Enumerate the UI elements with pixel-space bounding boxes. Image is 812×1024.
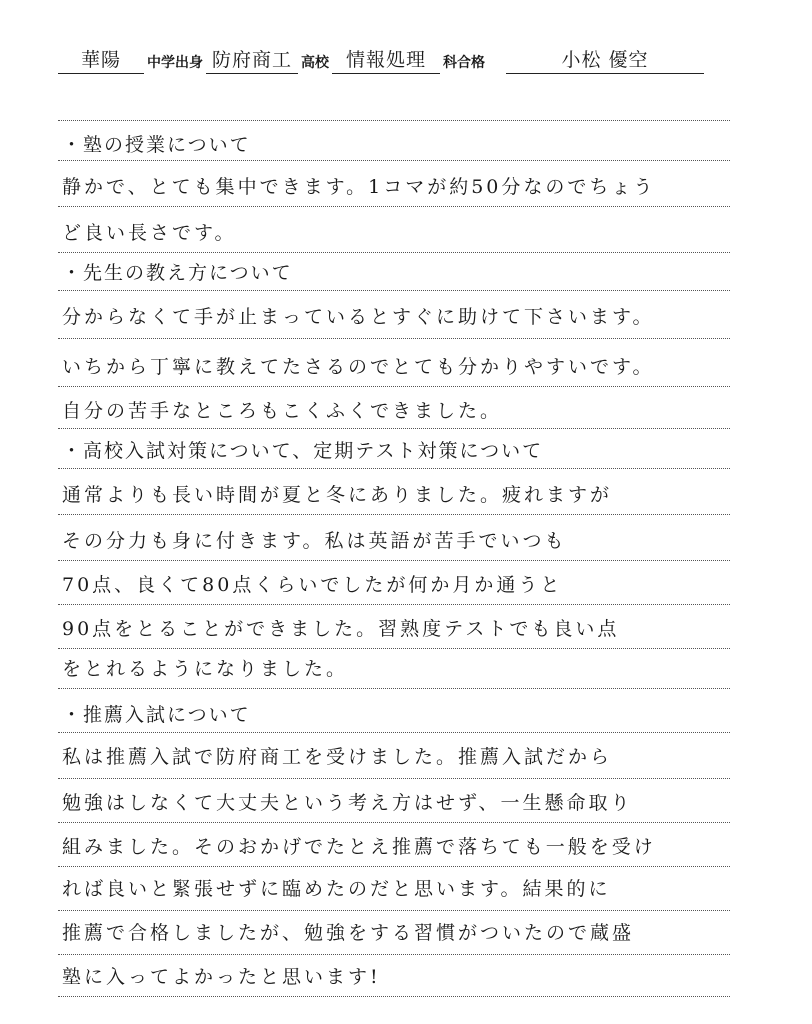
student-name: 小松 優空 (506, 45, 704, 74)
header-line (58, 38, 738, 74)
ruled-line (58, 648, 730, 649)
text-line: ・高校入試対策について、定期テスト対策について (62, 440, 544, 462)
ruled-line (58, 338, 730, 339)
text-line: 組みました。そのおかげでたとえ推薦で落ちても一般を受け (62, 836, 656, 858)
ruled-line (58, 954, 730, 955)
text-line: ・先生の教え方について (62, 262, 293, 284)
text-line: ・推薦入試について (62, 704, 251, 726)
ruled-line (58, 514, 730, 515)
ruled-line (58, 910, 730, 911)
course-name: 情報処理 (332, 45, 440, 74)
course-label: 科合格 (443, 55, 485, 71)
ruled-line (58, 468, 730, 469)
junior-high-label: 中学出身 (147, 55, 203, 71)
ruled-line (58, 688, 730, 689)
text-line: 推薦で合格しましたが、勉強をする習慣がついたので蔵盛 (62, 922, 635, 944)
ruled-line (58, 252, 730, 253)
text-line: 90点をとることができました。習熟度テストでも良い点 (62, 618, 620, 640)
high-school-label: 高校 (301, 55, 329, 71)
text-line: いちから丁寧に教えてたさるのでとても分かりやすいです。 (62, 356, 655, 378)
text-line: 私は推薦入試で防府商工を受けました。推薦入試だから (62, 746, 613, 768)
text-line: れば良いと緊張せずに臨めたのだと思います。結果的に (62, 878, 611, 900)
text-line: その分力も身に付きます。私は英語が苦手でいつも (62, 530, 567, 552)
ruled-line (58, 560, 730, 561)
text-line: 自分の苦手なところもこくふくできました。 (62, 400, 503, 422)
text-line: 勉強はしなくて大丈夫という考え方はせず、一生懸命取り (62, 792, 633, 814)
ruled-line (58, 866, 730, 867)
ruled-line (58, 120, 730, 121)
junior-high-name: 華陽 (58, 45, 144, 74)
ruled-line (58, 604, 730, 605)
ruled-line (58, 428, 730, 429)
text-line: ど良い長さです。 (62, 222, 237, 244)
text-line: ・塾の授業について (62, 134, 251, 156)
ruled-line (58, 386, 730, 387)
ruled-line (58, 290, 730, 291)
text-line: 静かで、とても集中できます。1コマが約50分なのでちょう (62, 176, 656, 198)
text-line: 塾に入ってよかったと思います! (62, 966, 381, 988)
text-line: 分からなくて手が止まっているとすぐに助けて下さいます。 (62, 306, 655, 328)
text-line: をとれるようになりました。 (62, 658, 349, 680)
text-line: 通常よりも長い時間が夏と冬にありました。疲れますが (62, 484, 613, 506)
ruled-line (58, 822, 730, 823)
high-school-name: 防府商工 (206, 45, 298, 74)
ruled-line (58, 732, 730, 733)
text-line: 70点、良くて80点くらいでしたが何か月か通うと (62, 574, 563, 596)
ruled-line (58, 206, 730, 207)
ruled-line (58, 778, 730, 779)
ruled-line (58, 160, 730, 161)
ruled-line (58, 996, 730, 997)
